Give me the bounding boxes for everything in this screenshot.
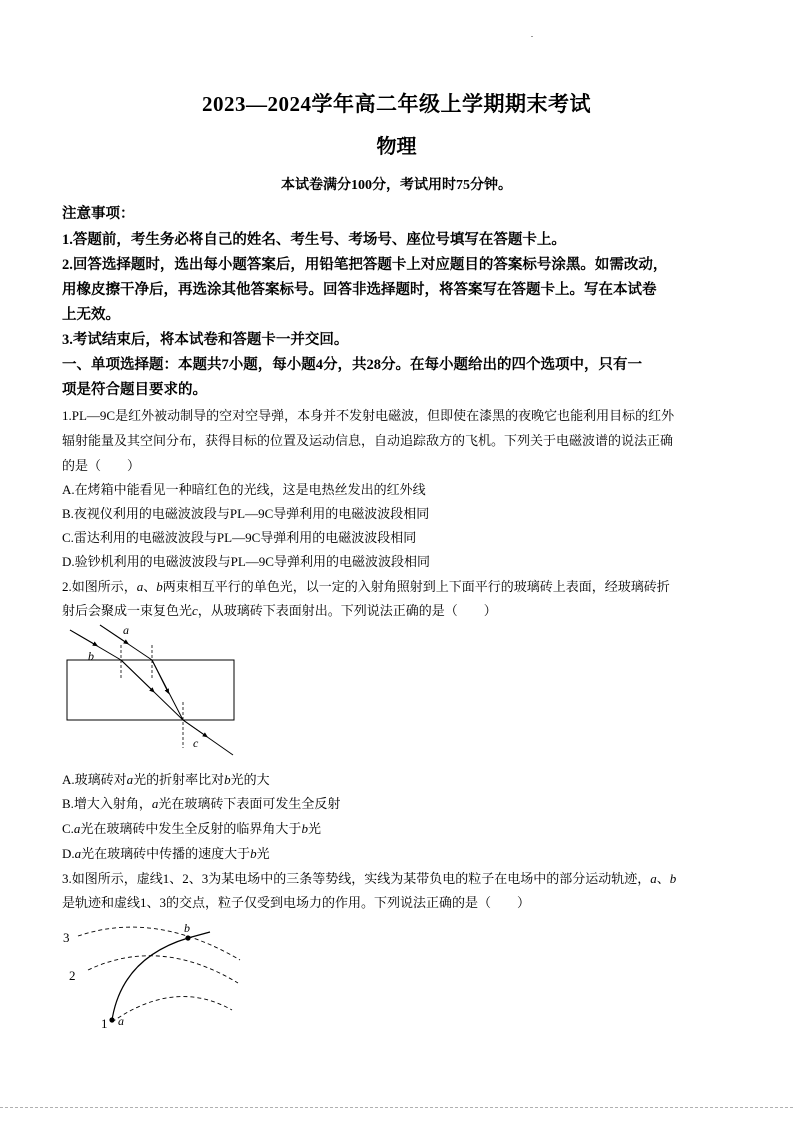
q2-stem-line-2 — [62, 600, 497, 619]
q2-stem-text: 2.如图所示， — [62, 579, 137, 594]
var-a: a — [74, 846, 82, 861]
exam-title: 2023—2024学年高二年级上学期期末考试 — [202, 92, 591, 116]
option-text: 光在玻璃砖中传播的速度大于 — [81, 846, 251, 861]
q2-var-a: a — [136, 579, 144, 594]
q3-stem-line-1 — [62, 868, 676, 887]
option-text: 光 — [307, 821, 321, 836]
equipotential-line-1 — [112, 997, 232, 1022]
scan-speck — [531, 36, 533, 37]
notice-heading: 注意事项： — [62, 206, 135, 222]
option-text: B.增大入射角， — [62, 796, 152, 811]
option-text: 光 — [256, 846, 270, 861]
notice-item-3: 3.考试结束后，将本试卷和答题卡一并交回。 — [62, 332, 349, 348]
q3-var-b: b — [669, 871, 677, 886]
ray-b-refracted-arrow — [121, 660, 153, 691]
var-b: b — [250, 846, 257, 861]
q1-stem-line-2: 辐射能量及其空间分布，获得目标的位置及运动信息，自动追踪敌方的飞机。下列关于电磁波谱的说法正确 — [62, 433, 674, 448]
q3-stem-line-2: 是轨迹和虚线1、3的交点，粒子仅受到电场力的作用。下列说法正确的是（ ） — [62, 895, 531, 910]
exam-info: 本试卷满分100分，考试用时75分钟。 — [281, 178, 512, 193]
var-a: a — [73, 821, 81, 836]
glass-block — [67, 660, 234, 720]
q3-var-a: a — [650, 871, 657, 886]
q3-equipotential-figure — [60, 918, 250, 1036]
notice-item-2-line-2: 用橡皮擦干净后，再选涂其他答案标号。回答非选择题时，将答案写在答题卡上。写在本试卷 — [62, 282, 657, 298]
fig-label-a: a — [123, 623, 129, 637]
q2-stem-text: ，从玻璃砖下表面射出。下列说法正确的是（ ） — [197, 603, 497, 618]
particle-trajectory — [112, 932, 210, 1020]
q2-sep: 、 — [143, 579, 157, 594]
equipotential-line-2 — [88, 956, 238, 983]
q2-option-d — [62, 843, 270, 862]
q2-var-b: b — [156, 579, 163, 594]
option-text: 光在玻璃砖下表面可发生全反射 — [158, 796, 341, 811]
option-text: A.玻璃砖对 — [62, 772, 127, 787]
q1-option-a: A.在烤箱中能看见一种暗红色的光线，这是电热丝发出的红外线 — [62, 482, 426, 497]
var-a: a — [126, 772, 134, 787]
var-b: b — [301, 821, 308, 836]
q2-stem-line-1 — [62, 576, 670, 595]
option-text: 光的折射率比对 — [133, 772, 225, 787]
point-a — [109, 1017, 114, 1022]
fig-label-c: c — [193, 736, 199, 750]
section-1-heading-line-2: 项是符合题目要求的。 — [62, 382, 207, 398]
q2-glass-block-figure — [60, 620, 240, 760]
q3-sep: 、 — [656, 871, 670, 886]
option-text: 光的大 — [230, 772, 270, 787]
q1-stem-line-1: 1.PL—9C是红外被动制导的空对空导弹，本身并不发射电磁波，但即使在漆黑的夜晚它也能利用目标的红外 — [62, 408, 675, 423]
q2-stem-text: 射后会聚成一束复色光 — [62, 603, 193, 618]
ray-c-arrow — [183, 720, 206, 736]
equipotential-line-3 — [78, 927, 240, 960]
fig-label-a: a — [118, 1014, 124, 1028]
fig-label-2: 2 — [69, 968, 76, 983]
q2-var-c: c — [192, 603, 198, 618]
fig-label-b: b — [88, 649, 94, 663]
fig-label-b: b — [184, 921, 190, 935]
ray-a-refracted-arrow — [152, 660, 168, 692]
var-a: a — [151, 796, 159, 811]
section-1-heading-line-1: 一、单项选择题：本题共7小题，每小题4分，共28分。在每小题给出的四个选项中，只有一 — [62, 357, 642, 373]
subject-title: 物理 — [376, 136, 417, 158]
fig-label-3: 3 — [63, 930, 70, 945]
q2-option-a — [62, 769, 270, 788]
q2-option-b — [62, 793, 340, 812]
q2-option-c — [62, 818, 321, 837]
q1-stem-line-3: 的是（ ） — [62, 458, 141, 473]
point-b — [185, 935, 190, 940]
notice-item-2-line-1: 2.回答选择题时，选出每小题答案后，用铅笔把答题卡上对应题目的答案标号涂黑。如需改动， — [62, 257, 668, 273]
page-bottom-rule — [0, 1107, 793, 1108]
notice-item-2-line-3: 上无效。 — [62, 307, 120, 323]
ray-b-arrow — [70, 630, 96, 645]
var-b: b — [224, 772, 231, 787]
q1-option-d: D.验钞机利用的电磁波波段与PL—9C导弹利用的电磁波波段相同 — [62, 554, 430, 569]
q1-option-c: C.雷达利用的电磁波波段与PL—9C导弹利用的电磁波波段相同 — [62, 530, 417, 545]
notice-item-1: 1.答题前，考生务必将自己的姓名、考生号、考场号、座位号填写在答题卡上。 — [62, 232, 566, 248]
option-text: 光在玻璃砖中发生全反射的临界角大于 — [80, 821, 302, 836]
fig-label-1: 1 — [101, 1016, 108, 1031]
q2-stem-text: 两束相互平行的单色光，以一定的入射角照射到上下面平行的玻璃砖上表面，经玻璃砖折 — [162, 579, 670, 594]
q3-stem-text: 3.如图所示，虚线1、2、3为某电场中的三条等势线，实线为某带负电的粒子在电场中的部分运动轨迹， — [62, 871, 651, 886]
option-text: D. — [62, 846, 75, 861]
option-text: C. — [62, 821, 74, 836]
q1-option-b: B.夜视仪利用的电磁波波段与PL—9C导弹利用的电磁波波段相同 — [62, 506, 430, 521]
